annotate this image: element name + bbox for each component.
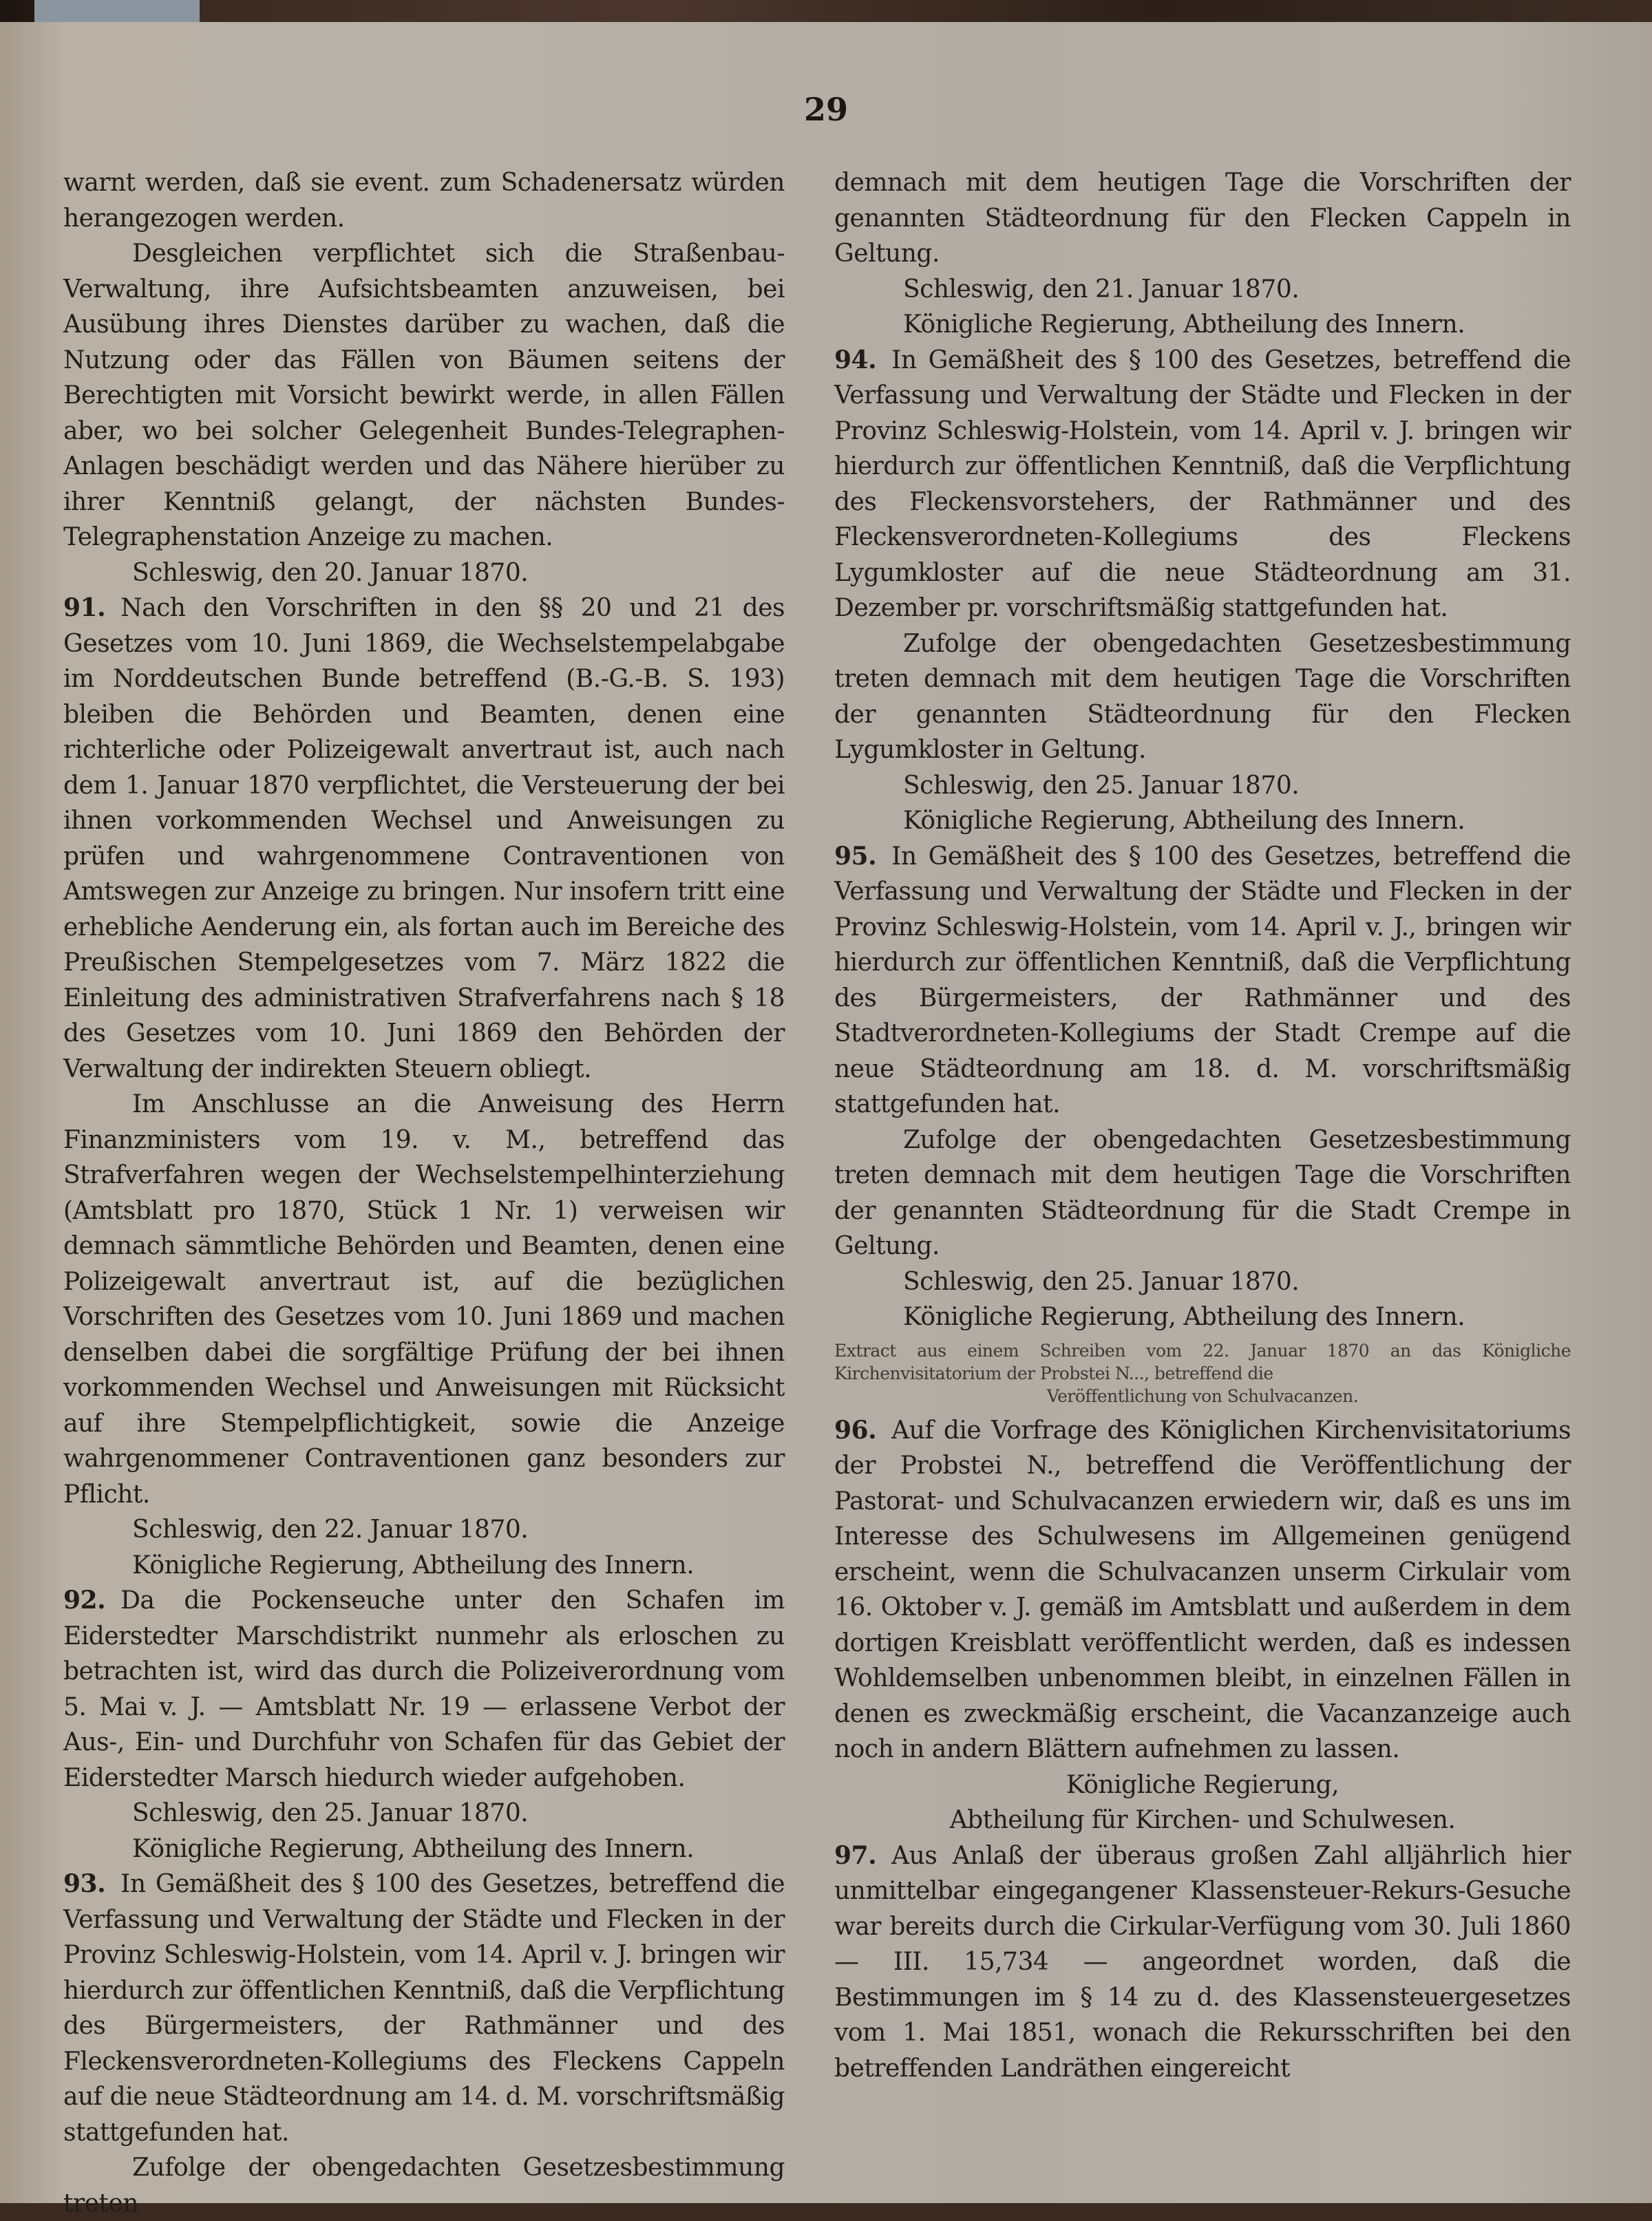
section-text: Auf die Vorfrage des Königlichen Kirchenvisitatoriums der Probstei N., betreffend die Veröffentlichung der Pastorat- und Schulvacanzen erwiedern wir, daß es uns im Interesse des Schulwesens im Allgemeinen genügend erscheint, wenn die Schulvacanzen unserm Cirkulair vom 16. Oktober v. J. gemäß im Amtsblatt und außerdem in dem dortigen Kreisblatt veröffentlicht werden, daß es indessen Wohldemselben unbenommen bleibt, in einzelnen Fällen in denen es zweckmäßig erscheint, die Vacanzanzeige auch noch in andern Blättern aufnehmen zu lassen. <box>834 1416 1571 1763</box>
section-95-paragraph-2: Zufolge der obengedachten Gesetzesbestimmung treten demnach mit dem heutigen Tage die Vorschriften der genannten Städteordnung für die Stadt Crempe in Geltung. <box>834 1125 1571 1260</box>
paragraph-strassenbau: Desgleichen verpflichtet sich die Straßenbau-Verwaltung, ihre Aufsichtsbeamten anzuweisen, bei Ausübung ihres Dienstes darüber zu wachen, daß die Nutzung oder das Fällen von Bäumen seitens der Berechtigten mit Vorsicht bewirkt werde, in allen Fällen aber, wo bei solcher Gelegenheit Bundes-Telegraphen-Anlagen beschädigt werden und das Nähere hierüber zu ihrer Kenntniß gelangt, der nächsten Bundes-Telegraphenstation Anzeige zu machen. <box>63 240 785 551</box>
signature-place-date: Schleswig, den 25. Januar 1870. <box>903 1267 1300 1296</box>
section-97 <box>834 1838 1571 2087</box>
signature-department: Abtheilung für Kirchen- und Schulwesen. <box>949 1806 1456 1834</box>
left-column <box>63 165 785 2221</box>
section-text: Aus Anlaß der überaus großen Zahl alljährlich hier unmittelbar eingegangener Klassensteuer-Rekurs-Gesuche war bereits durch die Cirkular-Verfügung vom 30. Juli 1860 — III. 15,734 — angeordnet worden, daß die Bestimmungen im § 14 zu d. des Klassensteuergesetzes vom 1. Mai 1851, wonach die Rekursschriften bei den betreffenden Landräthen eingereicht <box>834 1841 1571 2083</box>
signature-authority: Königliche Regierung, Abtheilung des Innern. <box>132 1551 695 1580</box>
section-text: Nach den Vorschriften in den §§ 20 und 21 des Gesetzes vom 10. Juni 1869, die Wechselstempelabgabe im Norddeutschen Bunde betreffend (B.-G.-B. S. 193) bleiben die Behörden und Beamten, denen eine richterliche oder Polizeigewalt anvertraut ist, auch nach dem 1. Januar 1870 verpflichtet, die Versteuerung der bei ihnen vorkommenden Wechsel und Anweisungen zu prüfen und wahrgenommene Contraventionen von Amtswegen zur Anzeige zu bringen. Nur insofern tritt eine erhebliche Aenderung ein, als fortan auch im Bereiche des Preußischen Stempelgesetzes vom 7. März 1822 die Einleitung des administrativen Strafverfahrens nach § 18 des Gesetzes vom 10. Juni 1869 den Behörden der Verwaltung der indirekten Steuern obliegt. <box>63 594 785 1083</box>
signature-authority: Königliche Regierung, <box>1066 1770 1339 1799</box>
page-number: 29 <box>803 91 848 128</box>
signature-authority: Königliche Regierung, Abtheilung des Innern. <box>903 310 1465 339</box>
section-number: 93. <box>63 1869 106 1898</box>
section-text: In Gemäßheit des § 100 des Gesetzes, betreffend die Verfassung und Verwaltung der Städte und Flecken in der Provinz Schleswig-Holstein, vom 14. April v. J., bringen wir hierdurch zur öffentlichen Kenntniß, daß die Verpflichtung des Bürgermeisters, der Rathmänner und des Stadtverordneten-Kollegiums der Stadt Crempe auf die neue Städteordnung am 18. d. M. vorschriftsmäßig stattgefunden hat. <box>834 842 1571 1118</box>
signature-authority: Königliche Regierung, Abtheilung des Innern. <box>903 807 1465 835</box>
extract-subject: Veröffentlichung von Schulvacanzen. <box>1046 1385 1359 1406</box>
extract-heading <box>834 1339 1571 1407</box>
signature-place-date: Schleswig, den 25. Januar 1870. <box>132 1799 529 1827</box>
document-page <box>0 22 1652 2218</box>
section-number: 91. <box>63 593 106 622</box>
section-number: 96. <box>834 1415 877 1445</box>
section-number: 92. <box>63 1586 106 1615</box>
paragraph-continuation: warnt werden, daß sie event. zum Schadenersatz würden herangezogen werden. <box>63 169 785 233</box>
section-text: In Gemäßheit des § 100 des Gesetzes, betreffend die Verfassung und Verwaltung der Städte und Flecken in der Provinz Schleswig-Holstein, vom 14. April v. J. bringen wir hierdurch zur öffentlichen Kenntniß, daß die Verpflichtung des Bürgermeisters, der Rathmänner und des Fleckensverordneten-Kollegiums des Fleckens Cappeln auf die neue Städteordnung am 14. d. M. vorschriftsmäßig stattgefunden hat. <box>63 1870 785 2147</box>
section-number: 97. <box>834 1840 877 1870</box>
right-column <box>834 165 1571 2086</box>
section-text: In Gemäßheit des § 100 des Gesetzes, betreffend die Verfassung und Verwaltung der Städte und Flecken in der Provinz Schleswig-Holstein, vom 14. April v. J. bringen wir hierdurch zur öffentlichen Kenntniß, daß die Verpflichtung des Fleckensvorstehers, der Rathmänner und des Fleckensverordneten-Kollegiums des Fleckens Lygumkloster auf die neue Städteordnung am 31. Dezember pr. vorschriftsmäßig stattgefunden hat. <box>834 346 1571 622</box>
section-93-paragraph-2: Zufolge der obengedachten Gesetzesbestimmung treten <box>63 2154 785 2218</box>
section-92 <box>63 1583 785 1796</box>
signature-place-date: Schleswig, den 20. Januar 1870. <box>132 558 529 587</box>
extract-text: Extract aus einem Schreiben vom 22. Januar 1870 an das Königliche Kirchenvisitatorium der Probstei N..., betreffend die <box>834 1340 1571 1383</box>
section-text: Da die Pockenseuche unter den Schafen im Eiderstedter Marschdistrikt nunmehr als erloschen zu betrachten ist, wird das durch die Polizeiverordnung vom 5. Mai v. J. — Amtsblatt Nr. 19 — erlassene Verbot der Aus-, Ein- und Durchfuhr von Schafen für das Gebiet der Eiderstedter Marsch hiedurch wieder aufgehoben. <box>63 1586 785 1792</box>
section-96 <box>834 1413 1571 1767</box>
signature-place-date: Schleswig, den 25. Januar 1870. <box>903 771 1300 800</box>
section-93 <box>63 1867 785 2150</box>
signature-authority: Königliche Regierung, Abtheilung des Innern. <box>903 1303 1465 1331</box>
section-number: 94. <box>834 345 877 374</box>
section-94 <box>834 343 1571 626</box>
section-91-paragraph-2: Im Anschlusse an die Anweisung des Herrn Finanzministers vom 19. v. M., betreffend das Strafverfahren wegen der Wechselstempelhinterziehung (Amtsblatt pro 1870, Stück 1 Nr. 1) verweisen wir demnach sämmtliche Behörden und Beamten, denen eine Polizeigewalt anvertraut ist, auf die bezüglichen Vorschriften des Gesetzes vom 10. Juni 1869 und machen denselben dabei die sorgfältige Prüfung der bei ihnen vorkommenden Wechsel und Anweisungen mit Rücksicht auf ihre Stempelpflichtigkeit, sowie die Anzeige wahrgenommener Contraventionen ganz besonders zur Pflicht. <box>63 1090 785 1509</box>
section-95 <box>834 839 1571 1123</box>
signature-place-date: Schleswig, den 22. Januar 1870. <box>132 1516 529 1544</box>
signature-place-date: Schleswig, den 21. Januar 1870. <box>903 275 1300 304</box>
signature-authority: Königliche Regierung, Abtheilung des Innern. <box>132 1834 695 1863</box>
section-91 <box>63 591 785 1087</box>
section-number: 95. <box>834 841 877 871</box>
section-94-paragraph-2: Zufolge der obengedachten Gesetzesbestimmung treten demnach mit dem heutigen Tage die Vorschriften der genannten Städteordnung für den Flecken Lygumkloster in Geltung. <box>834 629 1571 764</box>
paragraph-continuation: demnach mit dem heutigen Tage die Vorschriften der genannten Städteordnung für den Flecken Cappeln in Geltung. <box>834 169 1571 268</box>
